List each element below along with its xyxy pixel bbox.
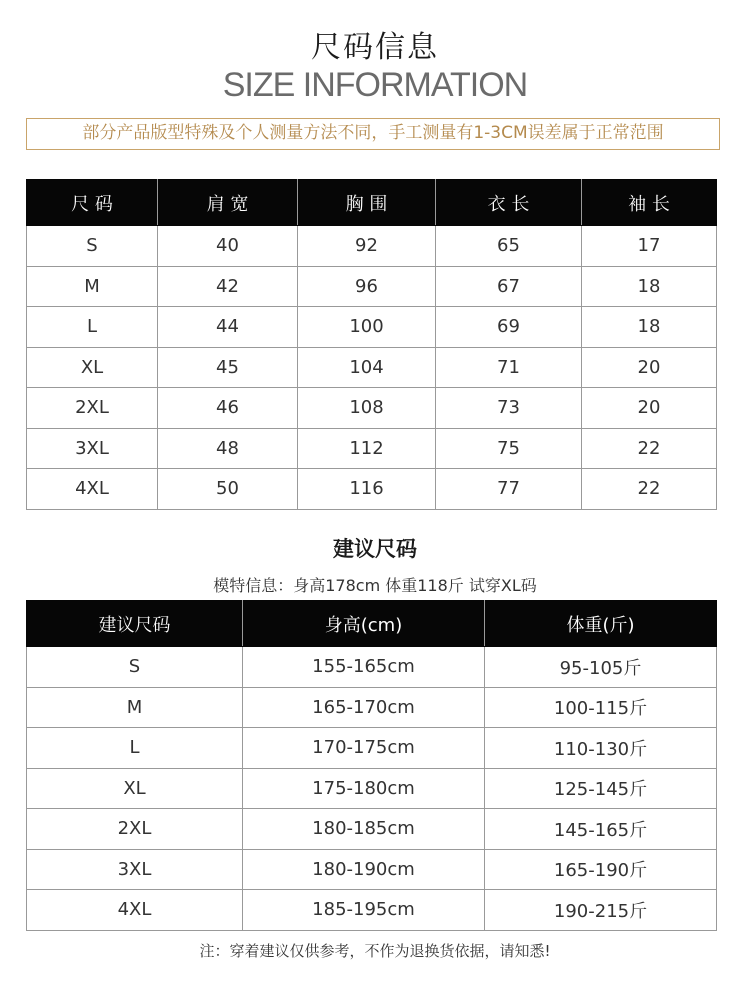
recommendation-header-row (27, 601, 717, 647)
cell-shoulder: 50 (158, 469, 298, 510)
cell-chest: 112 (298, 428, 436, 469)
header-chest: 胸 围 (298, 180, 436, 226)
cell-size: 2XL (27, 388, 158, 429)
cell-weight: 95-105斤 (485, 647, 717, 688)
cell-sleeve: 18 (582, 266, 717, 307)
size-table-header-row (27, 180, 717, 226)
size-table (26, 179, 717, 510)
cell-weight: 110-130斤 (485, 728, 717, 769)
recommendation-title: 建议尺码 (333, 537, 417, 561)
cell-size: 4XL (27, 890, 243, 931)
cell-sleeve: 22 (582, 469, 717, 510)
cell-sleeve: 20 (582, 347, 717, 388)
cell-sleeve: 17 (582, 226, 717, 267)
page-title: 尺码信息 (311, 30, 439, 65)
cell-size: 2XL (27, 809, 243, 850)
cell-chest: 108 (298, 388, 436, 429)
cell-height: 180-185cm (243, 809, 485, 850)
cell-shoulder: 48 (158, 428, 298, 469)
cell-chest: 104 (298, 347, 436, 388)
cell-length: 75 (436, 428, 582, 469)
cell-length: 77 (436, 469, 582, 510)
cell-length: 65 (436, 226, 582, 267)
cell-shoulder: 45 (158, 347, 298, 388)
table-row (27, 647, 717, 688)
footnote: 注：穿着建议仅供参考，不作为退换货依据，请知悉! (199, 942, 551, 960)
cell-chest: 92 (298, 226, 436, 267)
cell-length: 69 (436, 307, 582, 348)
cell-sleeve: 20 (582, 388, 717, 429)
table-row (27, 266, 717, 307)
cell-sleeve: 18 (582, 307, 717, 348)
cell-size: XL (27, 768, 243, 809)
cell-height: 165-170cm (243, 687, 485, 728)
table-row (27, 388, 717, 429)
cell-height: 180-190cm (243, 849, 485, 890)
cell-shoulder: 42 (158, 266, 298, 307)
header-length: 衣 长 (436, 180, 582, 226)
model-info: 模特信息：身高178cm 体重118斤 试穿XL码 (213, 576, 537, 595)
header-shoulder: 肩 宽 (158, 180, 298, 226)
cell-shoulder: 40 (158, 226, 298, 267)
cell-length: 71 (436, 347, 582, 388)
header-height: 身高(cm) (243, 601, 485, 647)
cell-size: S (27, 647, 243, 688)
cell-weight: 165-190斤 (485, 849, 717, 890)
cell-size: M (27, 687, 243, 728)
cell-size: M (27, 266, 158, 307)
cell-size: S (27, 226, 158, 267)
cell-chest: 116 (298, 469, 436, 510)
cell-sleeve: 22 (582, 428, 717, 469)
table-row (27, 347, 717, 388)
cell-size: L (27, 728, 243, 769)
cell-length: 73 (436, 388, 582, 429)
recommendation-table (26, 600, 717, 931)
cell-size: L (27, 307, 158, 348)
table-row (27, 728, 717, 769)
cell-height: 155-165cm (243, 647, 485, 688)
cell-height: 185-195cm (243, 890, 485, 931)
table-row (27, 307, 717, 348)
page-subtitle-en: SIZE INFORMATION (222, 66, 528, 104)
table-row (27, 428, 717, 469)
cell-shoulder: 46 (158, 388, 298, 429)
cell-size: XL (27, 347, 158, 388)
table-row (27, 890, 717, 931)
cell-chest: 96 (298, 266, 436, 307)
table-row (27, 768, 717, 809)
cell-weight: 190-215斤 (485, 890, 717, 931)
cell-length: 67 (436, 266, 582, 307)
table-row (27, 469, 717, 510)
header-sleeve: 袖 长 (582, 180, 717, 226)
table-row (27, 687, 717, 728)
cell-weight: 145-165斤 (485, 809, 717, 850)
measurement-notice: 部分产品版型特殊及个人测量方法不同，手工测量有1-3CM误差属于正常范围 (26, 118, 720, 150)
table-row (27, 849, 717, 890)
cell-chest: 100 (298, 307, 436, 348)
header-weight: 体重(斤) (485, 601, 717, 647)
cell-size: 3XL (27, 428, 158, 469)
header-recommended-size: 建议尺码 (27, 601, 243, 647)
cell-height: 175-180cm (243, 768, 485, 809)
table-row (27, 226, 717, 267)
cell-size: 4XL (27, 469, 158, 510)
cell-height: 170-175cm (243, 728, 485, 769)
header-size: 尺 码 (27, 180, 158, 226)
cell-shoulder: 44 (158, 307, 298, 348)
cell-weight: 125-145斤 (485, 768, 717, 809)
cell-size: 3XL (27, 849, 243, 890)
table-row (27, 809, 717, 850)
cell-weight: 100-115斤 (485, 687, 717, 728)
